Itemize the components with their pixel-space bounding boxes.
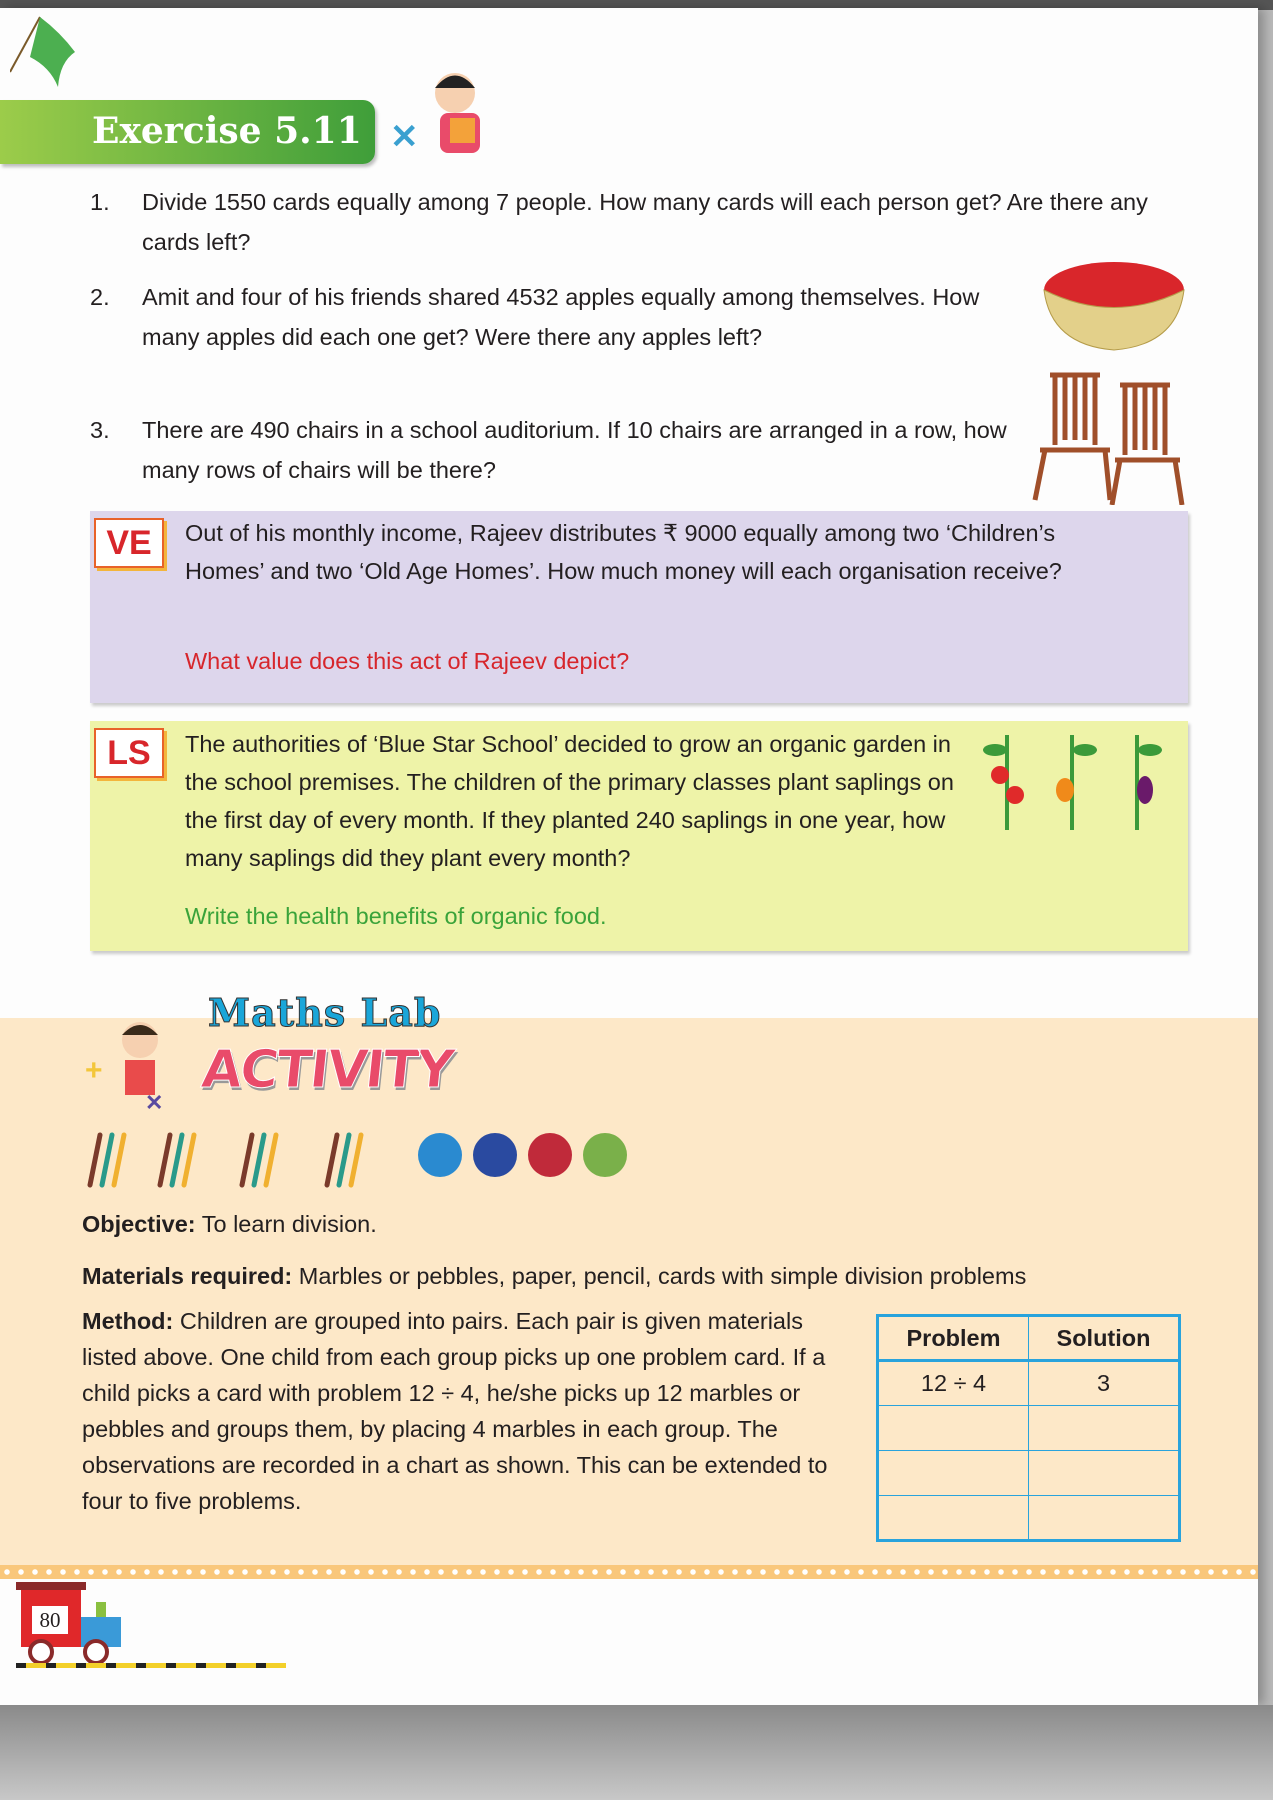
exercise-banner [0,100,375,164]
flag-icon [10,12,80,92]
table-row: 12 ÷ 4 3 [878,1361,1180,1406]
svg-text:✕: ✕ [390,118,419,156]
exercise-title: Exercise 5.11 [92,110,362,152]
table-row [878,1496,1180,1541]
materials-required: Materials required: Marbles or pebbles, paper, pencil, cards with simple division problems [82,1263,1027,1289]
question-1 [90,182,1148,262]
vegetable-plants-holder [975,725,1185,837]
ls-text: The authorities of ‘Blue Star School’ decided to grow an organic garden in the school premises. The children of the primary classes plant saplings on the first day of every month. If they planted 240 saplings in one year, how many saplings did they plant every month? [185,731,954,871]
question-text: Amit and four of his friends shared 4532 apples equally among themselves. How many apples did each one get? Were there any apples left? [142,284,980,350]
ls-tag: LS [94,728,164,778]
ls-question: Write the health benefits of organic food. [185,903,607,929]
page-number: 80 [32,1606,68,1634]
girl-reading-illustration [390,68,500,168]
table-header-row [878,1316,1180,1361]
vegetable-plants-illustration [975,725,1175,835]
apple-basket-illustration [1036,245,1191,355]
maths-lab-title: Maths Lab [208,990,442,1035]
svg-text:✕: ✕ [145,1090,164,1115]
method: Method: Children are grouped into pairs. Each pair is given materials listed above. One child from each group picks up one problem card. If a child picks a card with problem 12 ÷ 4, he/she picks up 12 marbles or pebbles and groups them, by placing 4 marbles in each group. The observations are recorded in a chart as shown. This can be extended to four to five problems. [82,1308,828,1514]
value-education-box [90,511,1188,703]
question-2 [90,277,1120,357]
table-row [878,1451,1180,1496]
header-problem: Problem [878,1316,1029,1361]
dotted-divider [0,1565,1258,1579]
question-number: 3. [90,417,110,443]
ls-text-block [185,725,1185,877]
table-row [878,1406,1180,1451]
observation-table [876,1314,1181,1542]
question-number: 1. [90,189,110,215]
activity-title: ACTIVITY [198,1040,456,1100]
ve-question: What value does this act of Rajeev depict? [185,648,630,674]
header-solution: Solution [1029,1316,1180,1361]
boy-illustration [85,1015,195,1115]
life-skills-box [90,721,1188,951]
ve-tag: VE [94,518,164,568]
scan-background [0,1705,1273,1800]
question-text: There are 490 chairs in a school auditorium. If 10 chairs are arranged in a row, how many rows of chairs will be there? [142,417,1007,483]
objective: Objective: To learn division. [82,1211,377,1237]
chairs-illustration [1030,370,1190,505]
question-3 [90,410,1120,490]
question-text: Divide 1550 cards equally among 7 people. How many cards will each person get? Are there any cards left? [142,189,1148,255]
question-number: 2. [90,284,110,310]
svg-text:+: + [85,1054,103,1087]
pencils-and-marbles-illustration [82,1130,642,1210]
ve-text: Out of his monthly income, Rajeev distributes ₹ 9000 equally among two ‘Children’s Homes’ and two ‘Old Age Homes’. How much money will each organisation receive? [185,520,1062,584]
